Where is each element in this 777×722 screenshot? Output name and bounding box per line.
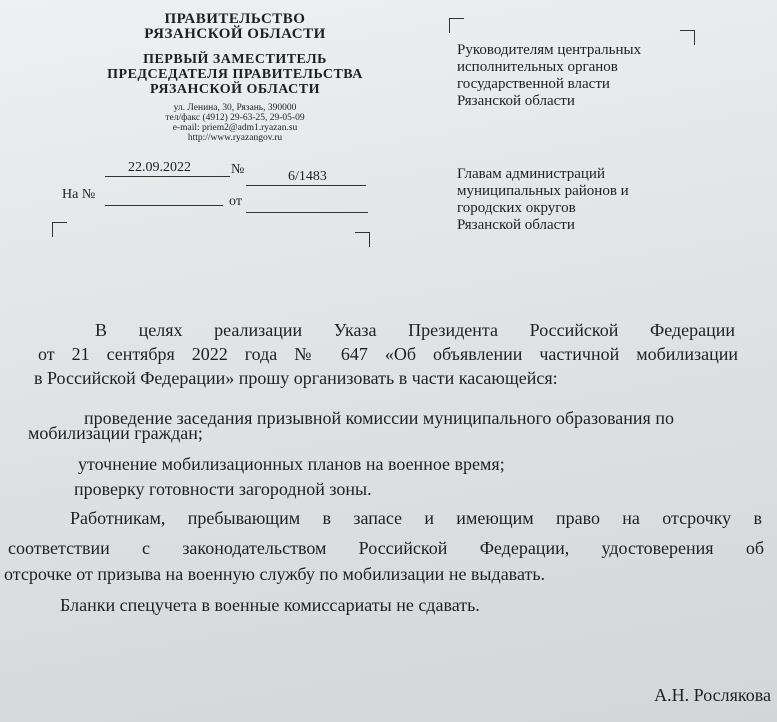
title-line-1: ПЕРВЫЙ ЗАМЕСТИТЕЛЬ — [143, 52, 327, 67]
org-line-2: РЯЗАНСКОЙ ОБЛАСТИ — [144, 26, 326, 42]
paragraph-5-line-3: отсрочке от призыва на военную службу по мобилизации не выдавать. — [4, 564, 546, 584]
number-underline — [246, 185, 366, 186]
website: http://www.ryazangov.ru — [187, 133, 283, 143]
letterhead-title — [90, 52, 380, 97]
signature-name: А.Н. Рослякова — [654, 685, 771, 705]
ref-number-label: На № — [62, 187, 96, 202]
letterhead-org — [120, 12, 350, 42]
title-line-2: ПРЕДСЕДАТЕЛЯ ПРАВИТЕЛЬСТВА — [107, 67, 363, 82]
ref-number-underline — [105, 205, 223, 206]
ref-date-underline — [246, 212, 368, 213]
address: ул. Ленина, 30, Рязань, 390000 — [173, 103, 297, 113]
paragraph-1-line-2: от 21 сентября 2022 года № 647 «Об объявлении частичной мобилизации — [38, 344, 738, 364]
recipients-group-2 — [457, 166, 629, 234]
recipient-line: Рязанской области — [457, 217, 575, 233]
recipient-line: Руководителям центральных — [457, 42, 642, 58]
corner-mark — [355, 232, 370, 247]
ref-from-label: от — [229, 194, 242, 209]
phone: тел/факс (4912) 29-63-25, 29-05-09 — [165, 113, 305, 123]
recipient-line: Рязанской области — [457, 93, 575, 109]
paragraph-5-line-2: соответствии с законодательством Российской Федерации, удостоверения об — [8, 538, 764, 558]
date-underline — [105, 176, 230, 177]
paragraph-1-line-1: В целях реализации Указа Президента Российской Федерации — [95, 320, 735, 340]
recipient-line: государственной власти — [457, 76, 610, 92]
paragraph-6: Бланки спецучета в военные комиссариаты не сдавать. — [60, 595, 480, 615]
paragraph-5-line-1: Работникам, пребывающим в запасе и имеющим право на отсрочку в — [70, 508, 762, 528]
email: e-mail: priem2@adm1.ryazan.su — [172, 123, 298, 133]
reg-date: 22.09.2022 — [128, 160, 191, 175]
paragraph-1-line-3: в Российской Федерации» прошу организовать в части касающейся: — [34, 368, 558, 388]
reg-number: 6/1483 — [288, 169, 327, 184]
paragraph-3: уточнение мобилизационных планов на военное время; — [78, 454, 505, 474]
recipients-group-1 — [457, 42, 641, 110]
corner-mark — [680, 30, 695, 45]
recipient-line: муниципальных районов и — [457, 183, 629, 199]
title-line-3: РЯЗАНСКОЙ ОБЛАСТИ — [149, 82, 321, 97]
recipient-line: исполнительных органов — [457, 59, 618, 75]
corner-mark — [449, 18, 464, 33]
corner-mark — [52, 222, 67, 237]
org-line-1: ПРАВИТЕЛЬСТВО — [164, 11, 306, 27]
recipient-line: Главам администраций — [457, 166, 605, 182]
paragraph-2-line-1: проведение заседания призывной комиссии муниципального образования по — [84, 408, 674, 428]
recipient-line: городских округов — [457, 200, 576, 216]
paragraph-2-line-2: мобилизации граждан; — [28, 423, 203, 443]
paragraph-4: проверку готовности загородной зоны. — [74, 479, 372, 499]
letterhead-contacts — [120, 103, 350, 143]
reg-number-label: № — [231, 162, 245, 177]
